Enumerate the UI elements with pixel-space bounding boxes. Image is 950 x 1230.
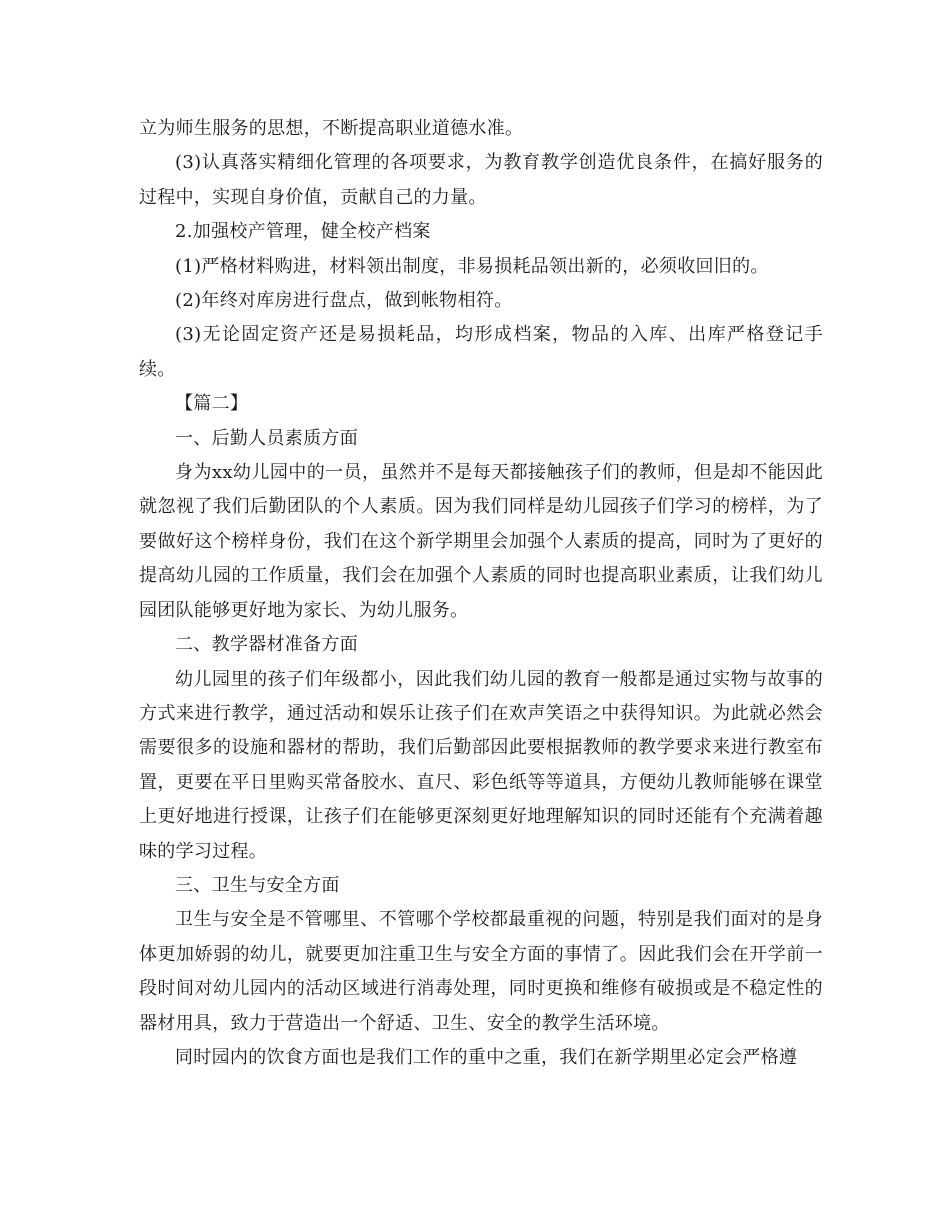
paragraph: (3)认真落实精细化管理的各项要求，为教育教学创造优良条件，在搞好服务的过程中，实现自身价值，贡献自己的力量。 <box>139 152 823 208</box>
section-heading: 三、卫生与安全方面 <box>175 874 340 896</box>
part-heading: 【篇二】 <box>175 393 249 415</box>
paragraph: (1)严格材料购进，材料领出制度，非易损耗品领出新的，必须收回旧的。 <box>175 255 769 277</box>
section-subheading: 2.加强校产管理，健全校产档案 <box>175 221 431 243</box>
paragraph: 身为xx幼儿园中的一员，虽然并不是每天都接触孩子们的教师，但是却不能因此就忽视了我们后勤团队的个人素质。因为我们同样是幼儿园孩子们学习的榜样，为了要做好这个榜样身份，我们在这个新学期里会加强个人素质的提高，同时为了更好的提高幼儿园的工作质量，我们会在加强个人素质的同时也提高职业素质，让我们幼儿园团队能够更好地为家长、为幼儿服务。 <box>139 462 823 621</box>
paragraph: (3)无论固定资产还是易损耗品，均形成档案，物品的入库、出库严格登记手续。 <box>139 324 823 380</box>
paragraph: 立为师生服务的思想，不断提高职业道德水准。 <box>139 118 524 139</box>
document-body <box>139 112 823 1075</box>
paragraph: 卫生与安全是不管哪里、不管哪个学校都最重视的问题，特别是我们面对的是身体更加娇弱的幼儿，就要更加注重卫生与安全方面的事情了。因此我们会在开学前一段时间对幼儿园内的活动区域进行消毒处理，同时更换和维修有破损或是不稳定性的器材用具，致力于营造出一个舒适、卫生、安全的教学生活环境。 <box>139 909 823 1034</box>
paragraph: 同时园内的饮食方面也是我们工作的重中之重，我们在新学期里必定会严格遵 <box>175 1046 798 1068</box>
paragraph: 幼儿园里的孩子们年级都小，因此我们幼儿园的教育一般都是通过实物与故事的方式来进行教学，通过活动和娱乐让孩子们在欢声笑语之中获得知识。为此就必然会需要很多的设施和器材的帮助，我们后勤部因此要根据教师的教学要求来进行教室布置，更要在平日里购买常备胶水、直尺、彩色纸等等道具，方便幼儿教师能够在课堂上更好地进行授课，让孩子们在能够更深刻更好地理解知识的同时还能有个充满着趣味的学习过程。 <box>139 668 823 862</box>
paragraph: (2)年终对库房进行盘点，做到帐物相符。 <box>175 290 513 312</box>
section-heading: 二、教学器材准备方面 <box>175 634 358 656</box>
section-heading: 一、后勤人员素质方面 <box>175 427 358 449</box>
